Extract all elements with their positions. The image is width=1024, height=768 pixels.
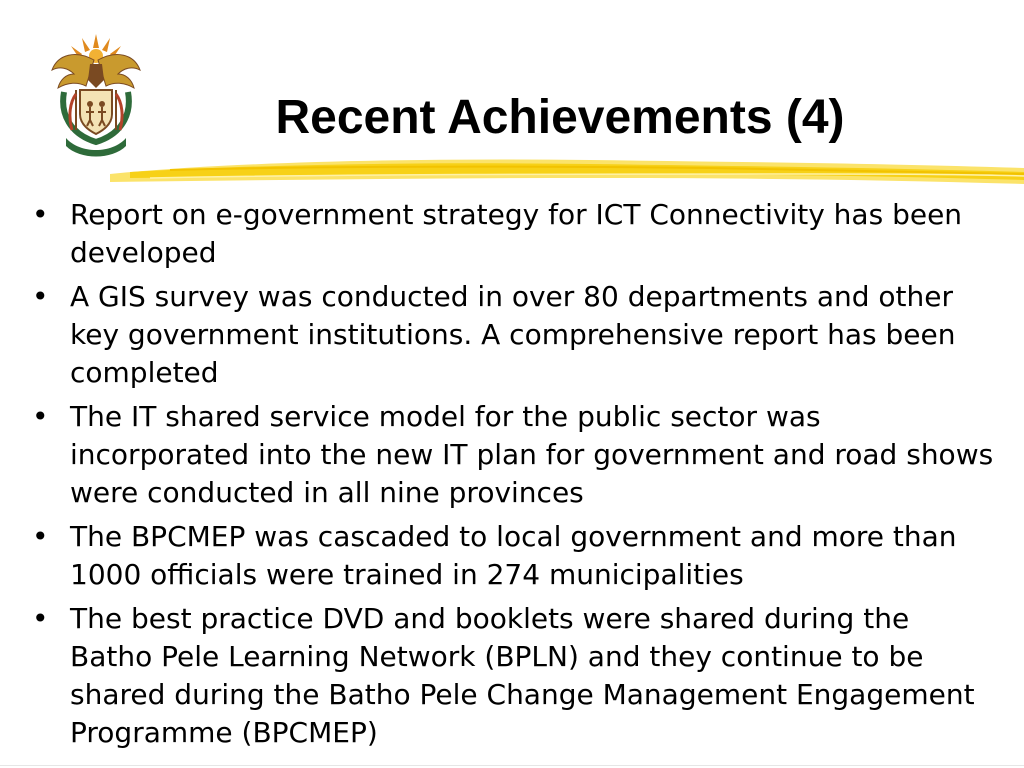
bullet-marker: • [32,198,49,231]
list-item [28,196,996,272]
bullet-marker: • [32,602,49,635]
slide-title: Recent Achievements (4) [275,91,845,144]
coat-of-arms-icon [46,30,146,158]
bullet-marker: • [32,400,49,433]
bullet-marker: • [32,280,49,313]
list-item [28,518,996,594]
bullet-text: The IT shared service model for the public sector was incorporated into the new IT plan for government and road shows were conducted in all nine provinces [70,400,994,509]
list-item [28,278,996,392]
bullet-text: A GIS survey was conducted in over 80 departments and other key government institutions. A comprehensive report has been completed [70,280,956,389]
title-underline-brush [110,144,1024,188]
bottom-divider [0,765,1024,766]
bullet-text: The best practice DVD and booklets were shared during the Batho Pele Learning Network (BPLN) and they continue to be shared during the Batho Pele Change Management Engagement Programme (BPCMEP) [70,602,975,749]
bullet-list [28,196,996,758]
list-item [28,398,996,512]
bullet-text: Report on e-government strategy for ICT Connectivity has been developed [70,198,963,269]
bullet-marker: • [32,520,49,553]
shield-icon [80,90,112,134]
bullet-text: The BPCMEP was cascaded to local government and more than 1000 officials were trained in 274 municipalities [70,520,957,591]
list-item [28,600,996,752]
